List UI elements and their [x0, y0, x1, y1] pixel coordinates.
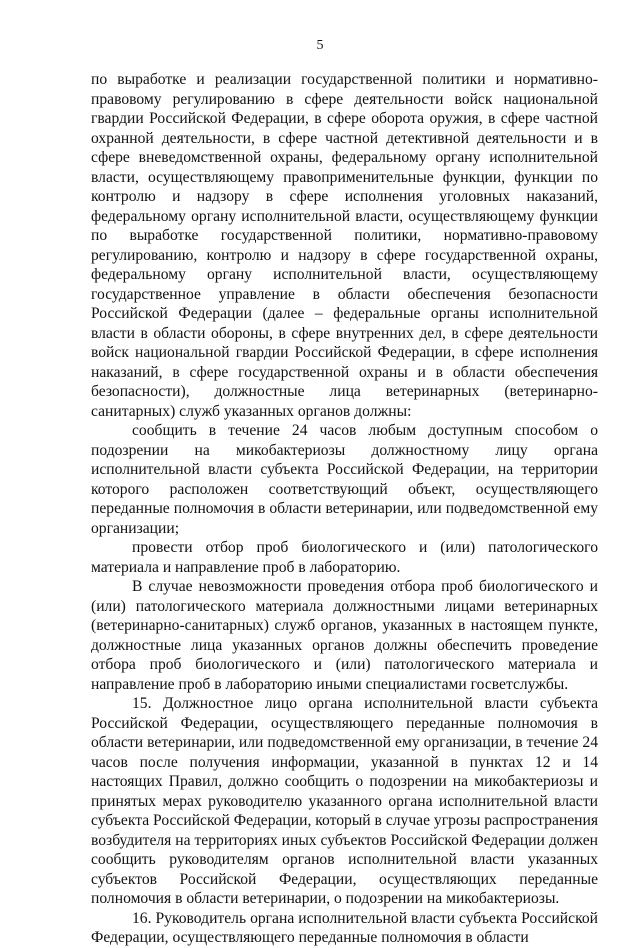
document-body — [91, 70, 598, 948]
paragraph: провести отбор проб биологического и (или) патологического материала и направление проб в лабораторию. — [91, 539, 598, 576]
paragraph: сообщить в течение 24 часов любым доступным способом о подозрении на микобактериозы должностному лицу органа исполнительной власти субъекта Российской Федерации, на территории которого расположен соответствующий объект, осуществляющего переданные полномочия в области ветеринарии, или подведомственной ему организации; — [91, 422, 598, 537]
page-number: 5 — [316, 38, 324, 53]
paragraph: 15. Должностное лицо органа исполнительной власти субъекта Российской Федерации, осуществляющего переданные полномочия в области ветеринарии, или подведомственной ему организации, в течение 24 часов после получения информации, указанной в пунктах 12 и 14 настоящих Правил, должно сообщить о подозрении на микобактериозы и принятых мерах руководителю указанного органа исполнительной власти субъекта Российской Федерации, который в случае угрозы распространения возбудителя на территориях иных субъектов Российской Федерации должен сообщить руководителям органов исполнительной власти указанных субъектов Российской Федерации, осуществляющих переданные полномочия в области ветеринарии, о подозрении на микобактериозы. — [91, 695, 598, 907]
paragraph: В случае невозможности проведения отбора проб биологического и (или) патологического материала должностными лицами ветеринарных (ветеринарно-санитарных) служб органов, указанных в настоящем пункте, должностные лица указанных органов должны обеспечить проведение отбора проб биологического и (или) патологического материала и направление проб в лабораторию иными специалистами госветслужбы. — [91, 578, 598, 693]
paragraph: по выработке и реализации государственной политики и нормативно-правовому регулированию в сфере деятельности войск национальной гвардии Российской Федерации, в сфере оборота оружия, в сфере частной охранной деятельности, в сфере частной детективной деятельности и в сфере вневедомственной охраны, федеральному органу исполнительной власти, осуществляющему правоприменительные функции, функции по контролю и надзору в сфере исполнения уголовных наказаний, федеральному органу исполнительной власти, осуществляющему функции по выработке государственной политики, нормативно-правовому регулированию, контролю и надзору в сфере государственной охраны, федеральному органу исполнительной власти, осуществляющему государственное управление в области обеспечения безопасности Российской Федерации (далее – федеральные органы исполнительной власти в области обороны, в сфере внутренних дел, в сфере деятельности войск национальной гвардии Российской Федерации, в сфере исполнения наказаний, в сфере государственной охраны и в области обеспечения безопасности), должностные лица ветеринарных (ветеринарно-санитарных) служб указанных органов должны: — [91, 71, 598, 420]
paragraph: 16. Руководитель органа исполнительной власти субъекта Российской Федерации, осуществляющего переданные полномочия в области — [91, 909, 598, 946]
